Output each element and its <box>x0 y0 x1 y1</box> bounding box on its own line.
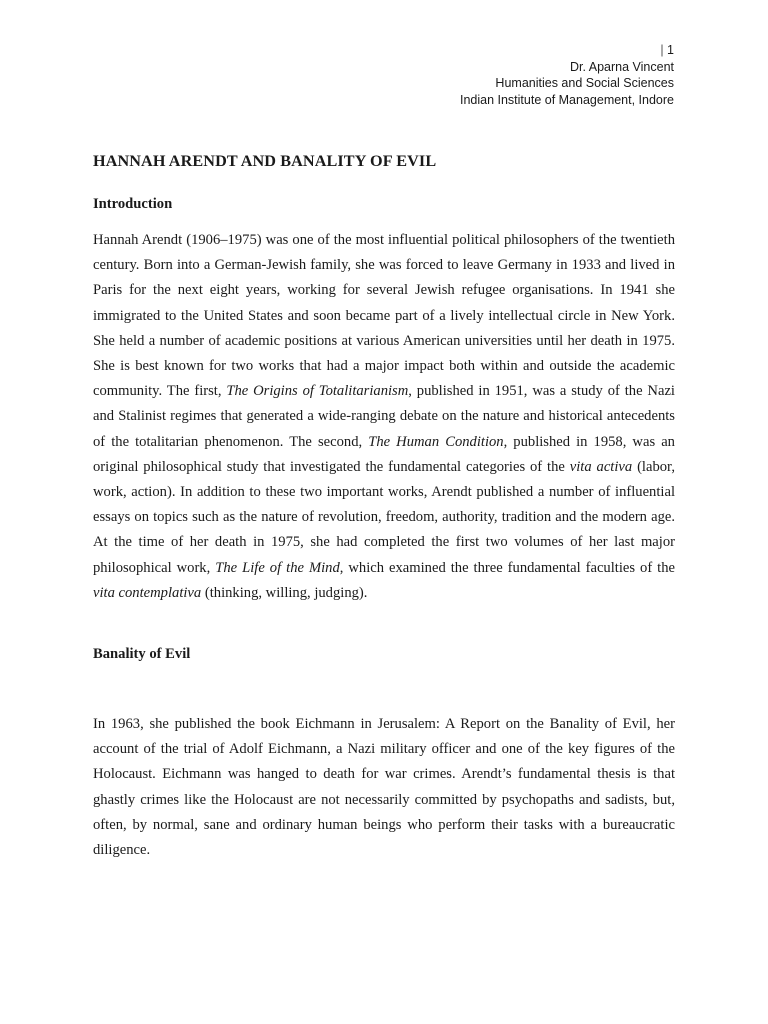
intro-term-vita-contemplativa: vita contemplativa <box>93 584 202 601</box>
page-number-separator: | <box>660 43 664 57</box>
banality-paragraph: In 1963, she published the book Eichmann in Jerusalem: A Report on the Banality of Evil, her account of the trial of Adolf Eichmann, a Nazi military officer and one of the key figures of the Holocaust. Eichmann was hanged to death for war crimes. Arendt’s fundamental thesis is that ghastly crimes like the Holocaust are not necessarily committed by psychopaths and sadists, but, often, by normal, sane and ordinary human beings who perform their tasks with a bureaucratic diligence. <box>93 716 675 859</box>
page-number-line <box>460 42 674 59</box>
introduction-paragraph <box>93 228 675 606</box>
author-name: Dr. Aparna Vincent <box>569 59 674 74</box>
intro-text-2: , published in 1951, was a study of the Nazi and Stalinist regimes that generated a wide-ranging debate on the nature and historical antecedents of the totalitarian phenomenon. The second, <box>93 383 675 450</box>
intro-title-human-condition: The Human Condition <box>368 433 504 450</box>
intro-text-4: (labor, work, action). In addition to these two important works, Arendt published a number of influential essays on topics such as the nature of revolution, freedom, authority, tradition and the modern age. At the time of her death in 1975, she had completed the first two volumes of her last major philosophical work, <box>93 458 675 576</box>
intro-term-vita-activa: vita activa <box>569 458 633 475</box>
page-number: 1 <box>667 43 674 57</box>
banality-heading: Banality of Evil <box>93 646 191 663</box>
introduction-heading: Introduction <box>93 196 173 212</box>
intro-title-life-of-mind: The Life of the Mind <box>215 559 340 576</box>
intro-text-3: , published in 1958, was an original philosophical study that investigated the fundamental categories of the <box>93 433 675 475</box>
intro-text-5: , which examined the three fundamental faculties of the <box>339 559 675 576</box>
intro-text-1: Hannah Arendt (1906–1975) was one of the most influential political philosophers of the twentieth century. Born into a German-Jewish family, she was forced to leave Germany in 1933 and lived in Paris for the next eight years, working for several Jewish refugee organisations. In 1941 she immigrated to the United States and soon became part of a lively intellectual circle in New York. She held a number of academic positions at various American universities until her death in 1975. She is best known for two works that had a major impact both within and outside the academic community. The first, <box>93 232 675 400</box>
institution-name: Indian Institute of Management, Indore <box>459 92 674 107</box>
document-title: HANNAH ARENDT AND BANALITY OF EVIL <box>93 152 437 170</box>
intro-text-6: (thinking, willing, judging). <box>201 584 368 601</box>
department-name: Humanities and Social Sciences <box>495 76 674 90</box>
page-header <box>460 42 674 108</box>
document-body <box>93 150 675 863</box>
intro-title-origins: The Origins of Totalitarianism <box>226 383 409 400</box>
